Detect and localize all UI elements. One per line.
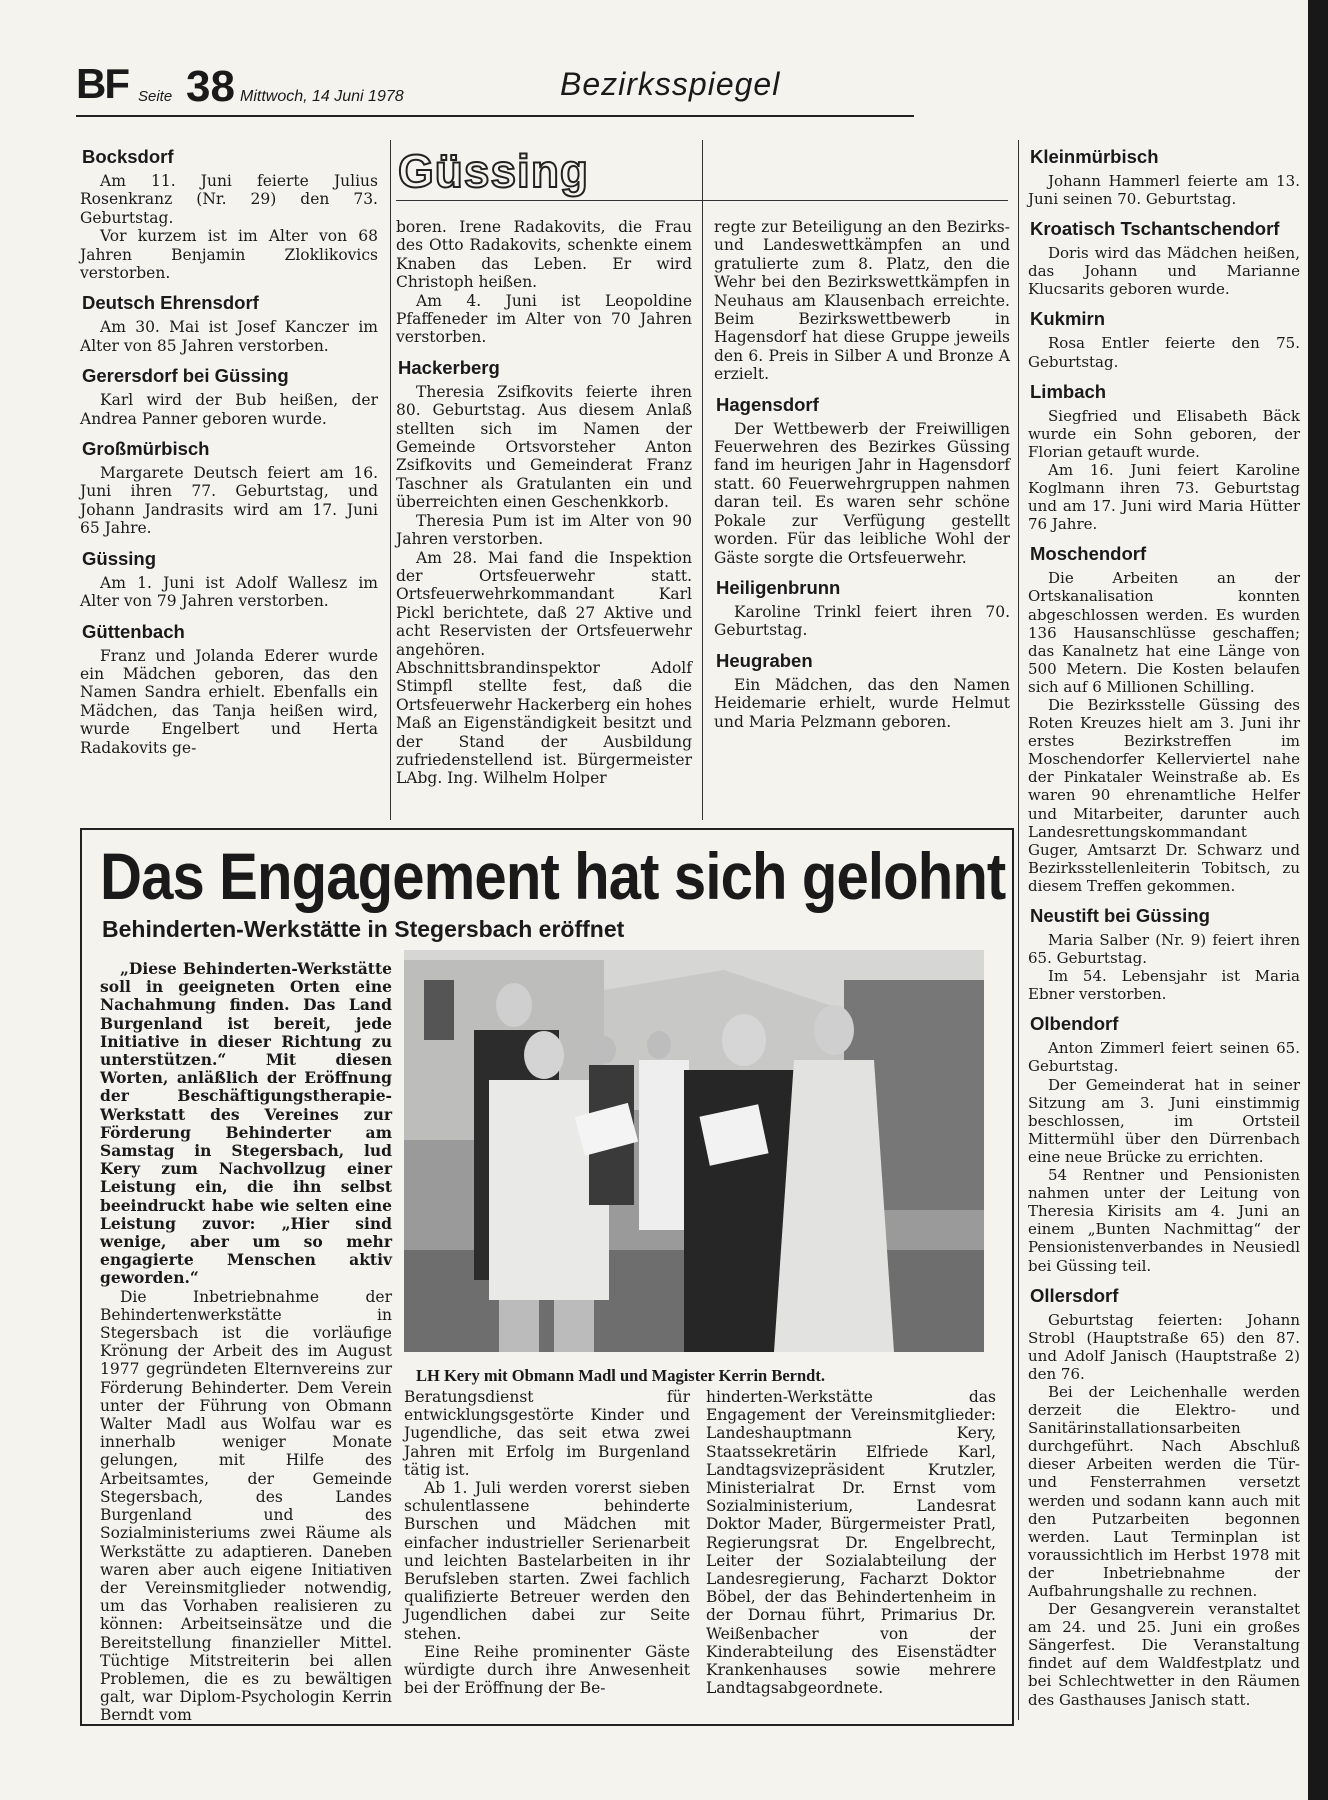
village-heading: Limbach: [1030, 380, 1107, 402]
news-paragraph: Rosa Entler feierte den 75. Geburtstag.: [1028, 334, 1300, 371]
feature-body-right: hinderten-Werkstätte das Engagement der Vereinsmitglieder: Landeshauptmann Kery, Staatssekretärin Elfriede Karl, Landtagsvizepräsident Krutzler, Ministerialrat Dr. Ernst vom Sozialministerium, Landesrat Doktor Mader, Bürgermeister Pratl, Regierungsrat Dr. Engelbrecht, Leiter der Sozialabteilung der Landesregierung, Facharzt Doktor Böbel, der das Behindertenheim in der Dornau führt, Primarius Dr. Weißenbacher von der Kinderabteilung des Eisenstädter Krankenhauses sowie mehrere Landtagsabgeordnete.: [706, 1388, 996, 1698]
feature-paragraph: Ab 1. Juli werden vorerst sieben schulentlassene behinderte Burschen und Mädchen mit einfacher industrieller Serienarbeit und leichten Bastelarbeiten in ihr Berufsleben starten. Zwei fachlich qualifizierte Betreuer werden den Jugendlichen dabei zur Seite stehen.: [404, 1479, 690, 1643]
village-heading: Güttenbach: [82, 620, 185, 642]
village-heading: Gerersdorf bei Güssing: [82, 365, 289, 387]
village-heading: Güssing: [82, 547, 157, 569]
news-paragraph: Am 4. Juni ist Leopoldine Pfaffeneder im Alter von 70 Jahren verstorben.: [396, 291, 692, 347]
column-2: [396, 218, 692, 788]
feature-body-left: Die Inbetriebnahme der Behindertenwerkstätte in Stegersbach ist die vorläufige Krönung der Arbeit des im August 1977 gegründeten Elternvereins zur Förderung Behinderter. Dem Verein unter der Führung von Obmann Walter Madl aus Wolfau war es innerhalb weniger Monate gelungen, mit Hilfe des Arbeitsamtes, der Gemeinde Stegersbach, des Landes Burgenland und des Sozialministeriums zwei Räume als Werkstätte zu adaptieren. Daneben waren aber auch eigene Initiativen der Vereinsmitglieder notwendig, um das Vorhaben realisieren zu können: Arbeitseinsätze und die Bereitstellung finanzieller Mittel. Tüchtige Mitstreiterin bei allen Problemen, die es zu bewältigen galt, war Diplom-Psychologin Kerrin Berndt vom: [100, 1287, 392, 1725]
column-rule: [396, 200, 1008, 201]
feature-left-column: [100, 960, 392, 1725]
news-paragraph: Am 30. Mai ist Josef Kanczer im Alter von 85 Jahren verstorben.: [80, 318, 378, 355]
news-paragraph: Johann Hammerl feierte am 13. Juni seinen 70. Geburtstag.: [1028, 172, 1300, 209]
news-paragraph: Am 11. Juni feierte Julius Rosenkranz (Nr. 29) den 73. Geburtstag.: [80, 172, 378, 227]
news-paragraph: Franz und Jolanda Ederer wurde ein Mädchen geboren, das den Namen Sandra erhielt. Ebenfalls ein Mädchen, das Tanja heißen wird, wurde Engelbert und Herta Radakovits ge-: [80, 646, 378, 757]
news-paragraph: Bei der Leichenhalle werden derzeit die Elektro- und Sanitärinstallationsarbeiten durchgeführt. Nach Abschluß dieser Arbeiten werden die Tür- und Fensterrahmen versetzt werden und sodann kann auch mit den Putzarbeiten begonnen werden. Laut Terminplan ist voraussichtlich im Herbst 1978 mit der Inbetriebnahme der Aufbahrungshalle zu rechnen.: [1028, 1382, 1300, 1600]
village-heading: Bocksdorf: [82, 146, 174, 167]
news-paragraph: Im 54. Lebensjahr ist Maria Ebner verstorben.: [1028, 967, 1300, 1004]
village-heading: Kukmirn: [1030, 308, 1106, 330]
news-paragraph: Die Arbeiten an der Ortskanalisation konnten abgeschlossen werden. Es wurden 136 Hausanschlüsse geschaffen; das Kanalnetz hat eine Länge von 500 Metern. Die Kosten belaufen sich auf 6 Millionen Schilling.: [1028, 569, 1300, 696]
news-paragraph: Der Gesangverein veranstaltet am 24. und 25. Juni ein großes Sängerfest. Die Veranstaltung findet auf dem Waldfestplatz und bei Schlechtwetter in den Räumen des Gasthauses Janisch statt.: [1028, 1600, 1300, 1709]
page-label: Seite: [138, 88, 173, 105]
page-number: 38: [186, 62, 235, 111]
village-heading: Deutsch Ehrensdorf: [82, 292, 259, 314]
news-paragraph: Theresia Pum ist im Alter von 90 Jahren verstorben.: [396, 511, 692, 549]
section-title: Bezirksspiegel: [560, 66, 781, 102]
news-paragraph: Der Wettbewerb der Freiwilligen Feuerwehren des Bezirkes Güssing fand im heurigen Jahr in Hagensdorf statt. 60 Feuerwehrgruppen nahmen daran teil. Es waren sehr schöne Pokale zur Verfügung gestellt worden. Für das leibliche Wohl der Gäste sorgte die Ortsfeuerwehr.: [714, 419, 1010, 567]
news-paragraph: Margarete Deutsch feiert am 16. Juni ihren 77. Geburtstag, und Johann Jandrasits wird am 17. Juni 65 Jahre.: [80, 464, 378, 538]
village-heading: Moschendorf: [1030, 543, 1147, 565]
news-paragraph: Doris wird das Mädchen heißen, das Johann und Marianne Klucsarits geboren wurde.: [1028, 244, 1300, 299]
news-paragraph: Am 16. Juni feiert Karoline Koglmann ihren 73. Geburtstag und am 17. Juni wird Maria Hütter 76 Jahre.: [1028, 460, 1300, 534]
photo-scene: [404, 950, 984, 1352]
village-heading: Neustift bei Güssing: [1030, 905, 1210, 926]
news-paragraph: Karoline Trinkl feiert ihren 70. Geburtstag.: [714, 602, 1010, 640]
feature-paragraph: Beratungsdienst für entwicklungsgestörte Kinder und Jugendliche, das seit etwa zwei Jahren mit Erfolg im Burgenland tätig ist.: [404, 1388, 690, 1479]
feature-paragraph: Eine Reihe prominenter Gäste würdigte durch ihre Anwesenheit bei der Eröffnung der Be-: [404, 1642, 690, 1698]
village-heading: Heugraben: [716, 649, 813, 671]
news-paragraph: Der Gemeinderat hat in seiner Sitzung am 3. Juni einstimmig beschlossen, im Ortsteil Mittermühl über den Dürrenbach eine neue Brücke zu errichten.: [1028, 1075, 1300, 1166]
feature-subhead: Behinderten-Werkstätte in Stegersbach eröffnet: [102, 916, 625, 942]
news-paragraph: Vor kurzem ist im Alter von 68 Jahren Benjamin Zloklikovics verstorben.: [80, 227, 378, 283]
region-banner: Güssing: [398, 145, 590, 197]
paper-logo: BF: [76, 60, 128, 107]
news-paragraph: Theresia Zsifkovits feierte ihren 80. Geburtstag. Aus diesem Anlaß stellten sich im Namen der Gemeinde Ortsvorsteher Anton Zsifkovits und Gemeinderat Franz Taschner als Gratulanten ein und überreichten einen Geschenkkorb.: [396, 382, 692, 512]
news-paragraph: Am 28. Mai fand die Inspektion der Ortsfeuerwehr statt. Ortsfeuerwehrkommandant Karl Pickl berichtete, daß 27 Aktive und acht Reservisten der Ortsfeuerwehr angehören. Abschnittsbrandinspektor Adolf Stimpfl stellte fest, daß die Ortsfeuerwehr Hackerberg ein hohes Maß an Eigenständigkeit besitzt und der Stand der Ausbildung zufriedenstellend ist. Bürgermeister LAbg. Ing. Wilhelm Holper: [396, 548, 692, 788]
village-heading: Olbendorf: [1030, 1013, 1119, 1035]
news-paragraph: Maria Salber (Nr. 9) feiert ihren 65. Geburtstag.: [1028, 931, 1300, 968]
news-paragraph: Die Bezirksstelle Güssing des Roten Kreuzes hielt am 3. Juni ihr erstes Bezirkstreffen im Moschendorfer Kellerviertel nahe der Pinkataler Weinstraße ab. Es waren 90 ehrenamtliche Helfer und Mitarbeiter, darunter auch Landesrettungskommandant Guger, Amtsarzt Dr. Schwarz und Bezirksstellenleiterin Tobitsch, zu diesem Treffen gekommen.: [1028, 695, 1300, 895]
news-paragraph: Am 1. Juni ist Adolf Wallesz im Alter von 79 Jahren verstorben.: [80, 573, 378, 611]
news-paragraph: Siegfried und Elisabeth Bäck wurde ein Sohn geboren, der Florian getauft wurde.: [1028, 406, 1300, 461]
news-paragraph: Karl wird der Bub heißen, der Andrea Panner geboren wurde.: [80, 391, 378, 428]
feature-headline: Das Engagement hat sich gelohnt: [100, 839, 1006, 913]
column-rule: [390, 140, 391, 820]
issue-date: Mittwoch, 14 Juni 1978: [240, 88, 404, 105]
news-paragraph: Ein Mädchen, das den Namen Heidemarie erhielt, wurde Helmut und Maria Pelzmann geboren.: [714, 675, 1010, 731]
column-1: [80, 146, 378, 757]
column-3: [714, 218, 1010, 731]
feature-mid-column: [404, 1388, 690, 1697]
header-rule: [76, 115, 914, 117]
feature-lead: „Diese Behinderten-Werkstätte soll in geeigneten Orten eine Nachahmung finden. Das Land Burgenland ist bereit, jede Initiative in dieser Richtung zu unterstützen.“ Mit diesen Worten, anläßlich der Eröffnung der Beschäftigungstherapie-Werkstatt des Vereines zur Förderung Behinderter am Samstag in Stegersbach, lud Kery zum Nachvollzug einer Leistung ein, die ihn selbst beeindruckt habe wie selten eine Leistung zuvor: „Hier sind wenige, aber um so mehr engagierte Menschen aktiv geworden.“: [100, 959, 392, 1288]
news-paragraph: Geburtstag feierten: Johann Strobl (Hauptstraße 65) den 87. und Adolf Janisch (Hauptstraße 2) den 76.: [1028, 1310, 1300, 1383]
column-rule: [1018, 140, 1019, 1720]
village-heading: Hackerberg: [398, 356, 500, 378]
column-rule: [702, 140, 703, 820]
village-heading: Großmürbisch: [82, 438, 210, 460]
village-heading: Heiligenbrunn: [716, 576, 841, 598]
column-4: [1028, 146, 1300, 1709]
village-heading: Kroatisch Tschantschendorf: [1030, 218, 1280, 240]
village-heading: Kleinmürbisch: [1030, 146, 1159, 167]
village-heading: Hagensdorf: [716, 393, 819, 415]
feature-right-column: [706, 1388, 996, 1697]
news-paragraph: regte zur Beteiligung an den Bezirks- und Landeswettkämpfen an und gratulierte zum 8. Platz, den die Wehr bei den Bezirkswettkämpfen in Neuhaus am Klausenbach erreichte. Beim Bezirkswettbewerb in Hagensdorf hat diese Gruppe jeweils den 6. Preis in Silber A und Bronze A erzielt.: [714, 218, 1010, 384]
news-paragraph: 54 Rentner und Pensionisten nahmen unter der Leitung von Theresia Kirisits am 4. Juni an einem „Bunten Nachmittag“ der Pensionistenverbandes in Neusiedl bei Güssing teil.: [1028, 1166, 1300, 1275]
feature-photo: [404, 950, 984, 1352]
scan-edge: [1308, 0, 1328, 1800]
photo-caption: LH Kery mit Obmann Madl und Magister Kerrin Berndt.: [416, 1366, 825, 1385]
village-heading: Ollersdorf: [1030, 1284, 1119, 1306]
news-paragraph: Anton Zimmerl feiert seinen 65. Geburtstag.: [1028, 1039, 1300, 1076]
news-paragraph: boren. Irene Radakovits, die Frau des Otto Radakovits, schenkte einem Knaben das Leben. Er wird Christoph heißen.: [396, 218, 692, 292]
